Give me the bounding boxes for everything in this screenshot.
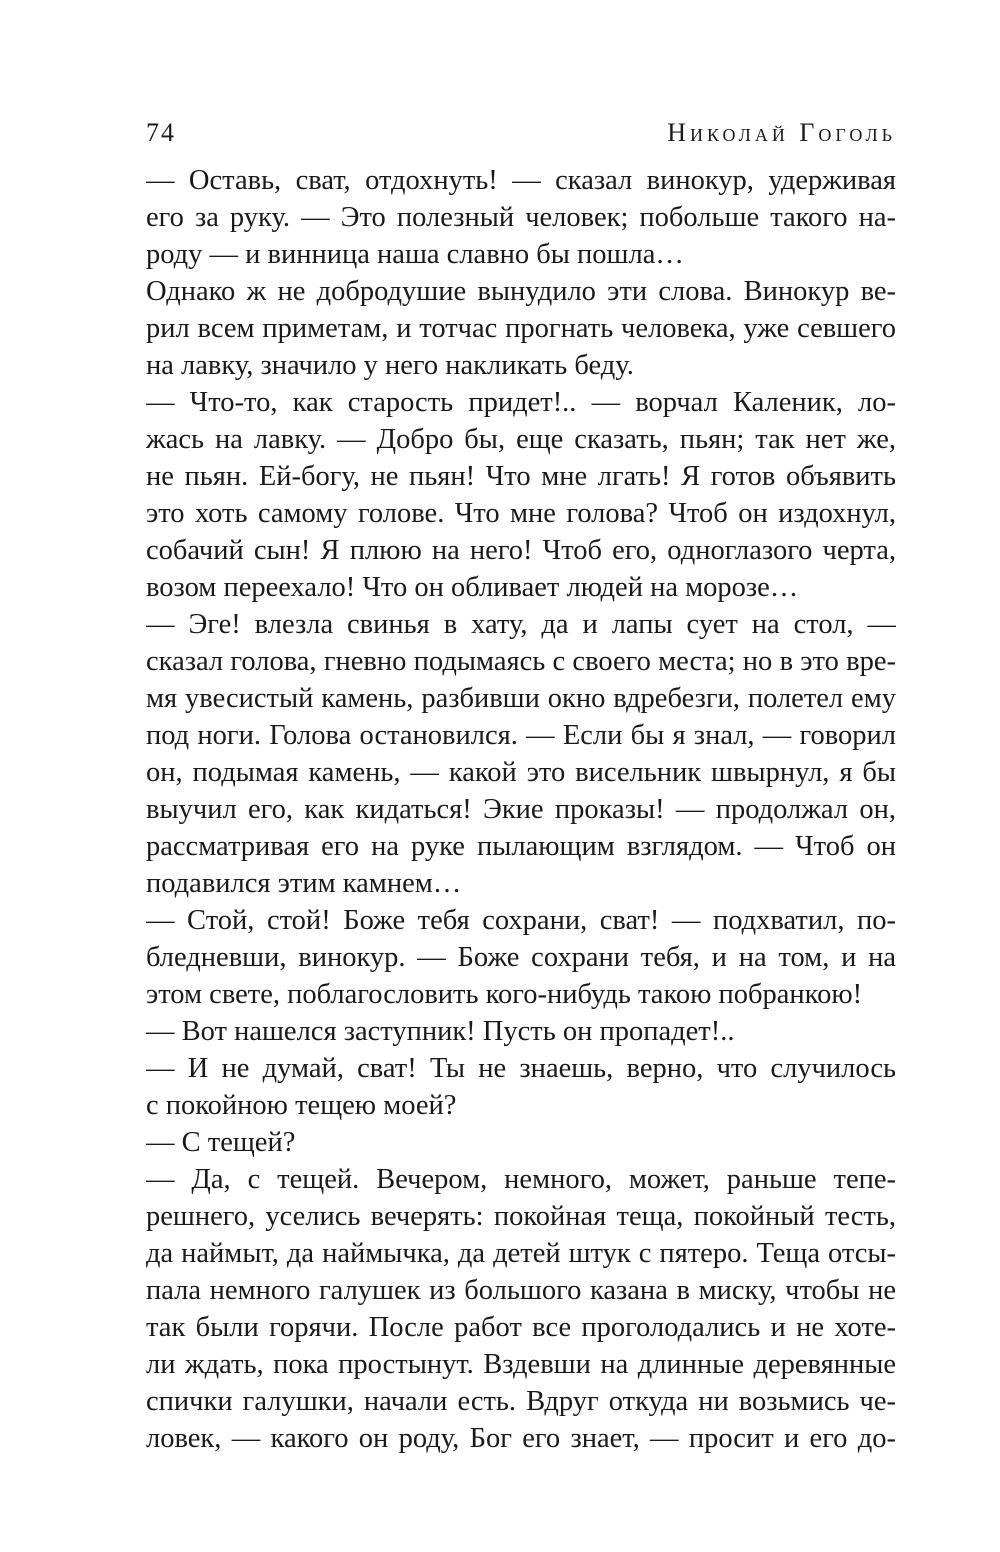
text-body — [146, 162, 896, 1457]
book-author: Николай Гоголь — [667, 118, 896, 147]
text-line: не пьян. Ей-богу, не пьян! Что мне лгать! Я готов объявить — [146, 461, 896, 492]
text-line: мя увесистый камень, разбивши окно вдребезги, полетел ему — [146, 683, 896, 714]
text-line: его за руку. — Это полезный человек; побольше такого на- — [146, 202, 896, 233]
paragraph — [146, 1161, 896, 1457]
text-line: жась на лавку. — Добро бы, еще сказать, пьян; так нет же, — [146, 424, 896, 455]
running-head — [146, 118, 896, 156]
text-line: — Что-то, как старость придет!.. — ворчал Каленик, ло- — [146, 387, 896, 418]
text-line: сказал голова, гневно подымаясь с своего места; но в это вре- — [146, 646, 896, 677]
text-line: — Эге! влезла свинья в хату, да и лапы сует на стол, — — [146, 609, 896, 640]
text-line: выучил его, как кидаться! Экие проказы! — продолжал он, — [146, 794, 896, 825]
text-line: собачий сын! Я плюю на него! Чтоб его, одноглазого черта, — [146, 535, 896, 566]
text-line: да наймыт, да наймычка, да детей штук с пятеро. Теща отсы- — [146, 1238, 896, 1269]
text-line: решнего, уселись вечерять: покойная теща, покойный тесть, — [146, 1201, 896, 1232]
paragraph — [146, 606, 896, 902]
paragraph — [146, 162, 896, 273]
text-line: ли ждать, пока простынут. Вздевши на длинные деревянные — [146, 1349, 896, 1380]
text-line: — Оставь, сват, отдохнуть! — сказал винокур, удерживая — [146, 165, 896, 196]
text-line: Однако ж не добродушие вынудило эти слова. Винокур ве- — [146, 276, 896, 307]
text-line: пала немного галушек из большого казана в миску, чтобы не — [146, 1275, 896, 1306]
text-line: рил всем приметам, и тотчас прогнать человека, уже севшего — [146, 313, 896, 344]
text-line: так были горячи. После работ все проголодались и не хоте- — [146, 1312, 896, 1343]
text-line: спички галушки, начали есть. Вдруг откуда ни возьмись че- — [146, 1386, 896, 1417]
paragraph — [146, 1013, 896, 1050]
text-line: под ноги. Голова остановился. — Если бы я знал, — говорил — [146, 720, 896, 751]
page-number: 74 — [146, 118, 176, 147]
paragraph — [146, 273, 896, 384]
text-line: — С тещей? — [146, 1127, 296, 1158]
text-line: — Стой, стой! Боже тебя сохрани, сват! — подхватил, по- — [146, 905, 896, 936]
text-line: бледневши, винокур. — Боже сохрани тебя, и на том, и на — [146, 942, 896, 973]
text-line: — Да, с тещей. Вечером, немного, может, раньше тепе- — [146, 1164, 896, 1195]
book-page — [146, 118, 896, 1457]
text-line: ловек, — какого он роду, Бог его знает, — просит и его до- — [146, 1423, 896, 1454]
text-line: этом свете, поблагословить кого-нибудь такою побранкою! — [146, 979, 863, 1010]
paragraph — [146, 1124, 896, 1161]
text-line: роду — и винница наша славно бы пошла… — [146, 239, 684, 270]
paragraph — [146, 384, 896, 606]
text-line: на лавку, значило у него накликать беду. — [146, 350, 634, 381]
paragraph — [146, 1050, 896, 1124]
text-line: это хоть самому голове. Что мне голова? Чтоб он издохнул, — [146, 498, 896, 529]
text-line: подавился этим камнем… — [146, 868, 462, 899]
text-line: рассматривая его на руке пылающим взглядом. — Чтоб он — [146, 831, 896, 862]
paragraph — [146, 902, 896, 1013]
text-line: — И не думай, сват! Ты не знаешь, верно, что случилось — [146, 1053, 896, 1084]
text-line: — Вот нашелся заступник! Пусть он пропадет!.. — [146, 1016, 735, 1047]
text-line: с покойною тещею моей? — [146, 1090, 457, 1121]
text-line: он, подымая камень, — какой это висельник швырнул, я бы — [146, 757, 896, 788]
text-line: возом переехало! Что он обливает людей на морозе… — [146, 572, 799, 603]
